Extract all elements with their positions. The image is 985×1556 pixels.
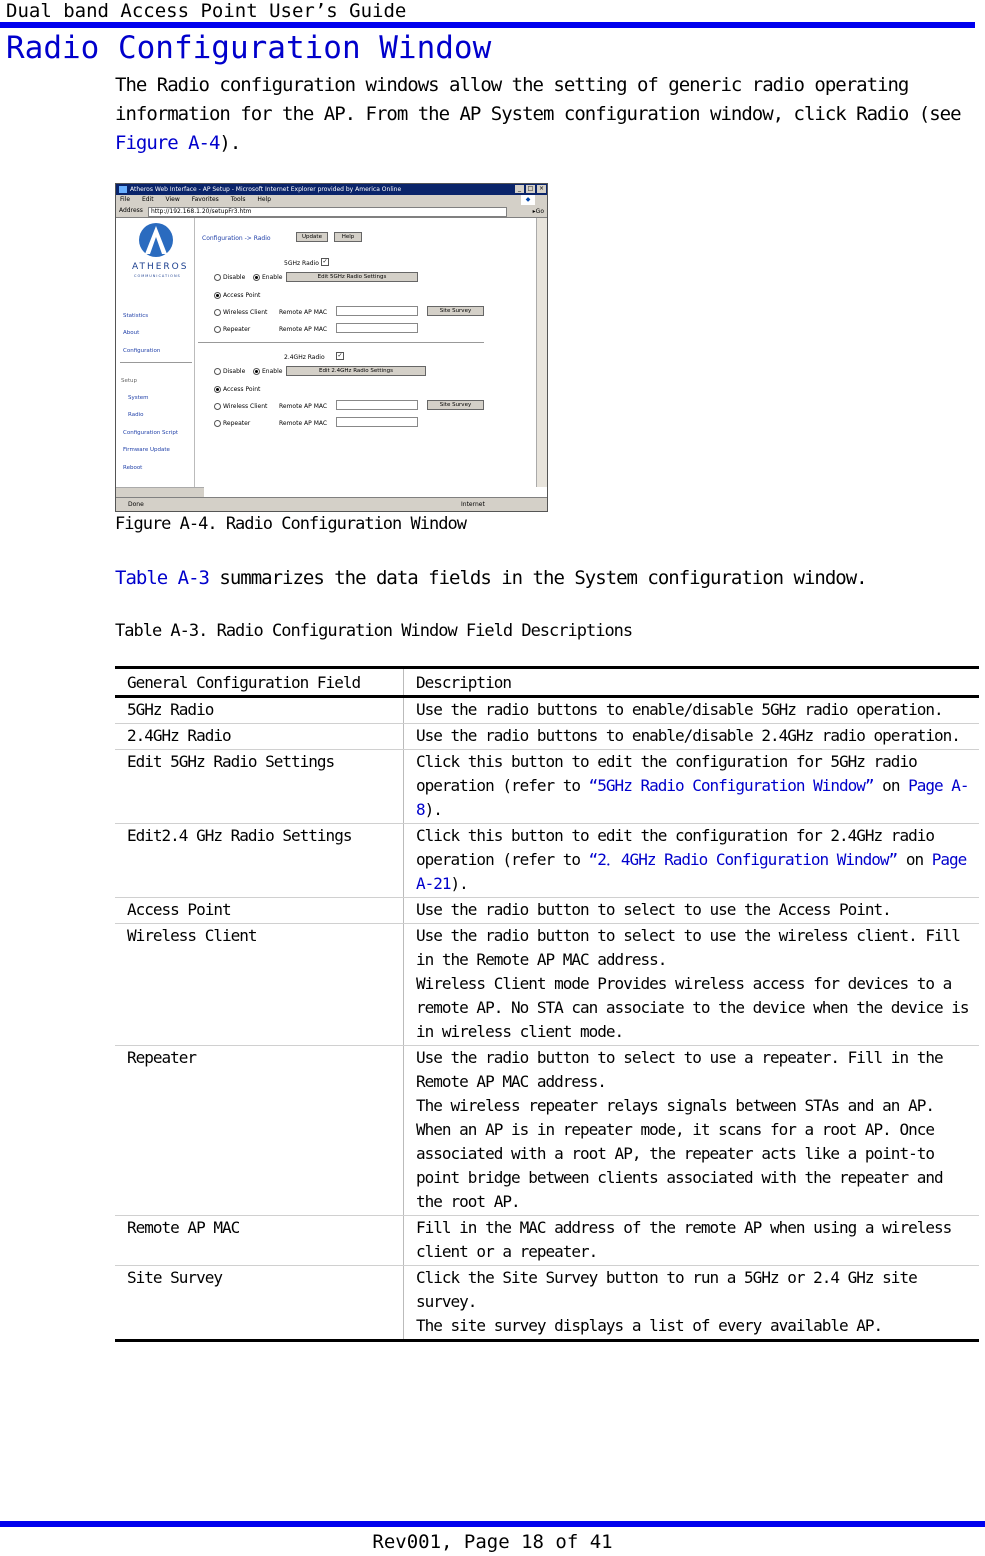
browser-title: Atheros Web Interface - AP Setup - Microsoft Internet Explorer provided by America Online [130, 186, 402, 193]
windows-logo-icon: ◆ [521, 195, 535, 205]
col-header-description: Description [404, 668, 980, 697]
radio5-repeater-mac-label: Remote AP MAC [279, 326, 328, 333]
go-label: Go [535, 208, 544, 215]
desc-cell: Fill in the MAC address of the remote AP when using a wireless client or a repeater. [404, 1216, 980, 1266]
section-link[interactable]: “2．4GHz Radio Configuration Window” [588, 850, 898, 869]
radio24-repeater-radio[interactable] [214, 420, 221, 427]
table-header-row [115, 668, 979, 697]
desc-cell [404, 924, 980, 1046]
field-cell: Repeater [115, 1046, 404, 1216]
nav-configuration-script[interactable]: Configuration Script [123, 430, 178, 436]
running-header: Dual band Access Point User’s Guide [6, 0, 407, 22]
desc-text: Click the Site Survey button to run a 5GHz or 2.4 GHz site survey. [416, 1268, 917, 1311]
desc-text: Use the radio button to select to use a repeater. Fill in the Remote AP MAC address. [416, 1048, 943, 1091]
address-input[interactable]: http://192.168.1.20/setupFr3.htm [148, 207, 507, 217]
summary-paragraph [115, 566, 867, 590]
table-row [115, 724, 979, 750]
desc-cell [404, 1046, 980, 1216]
radio5-access-point-radio[interactable] [214, 292, 221, 299]
field-description-table [115, 666, 979, 1342]
table-row [115, 1216, 979, 1266]
table-caption: Table A-3. Radio Configuration Window Field Descriptions [115, 621, 633, 641]
desc-text: on [897, 850, 932, 869]
help-button[interactable]: Help [334, 232, 362, 242]
radio24-disable-label: Disable [223, 368, 246, 375]
radio-config-panel [196, 218, 536, 487]
desc-text: The wireless repeater relays signals between STAs and an AP. When an AP is in repeater mode, it scans for a root AP. Once associated with a root AP, the repeater acts like a point-to point bridge between clients associated with the repeater and the root AP. [416, 1096, 943, 1211]
atheros-logo-icon [138, 222, 174, 258]
desc-cell [404, 824, 980, 898]
page-footer: Rev001, Page 18 of 41 [372, 1531, 613, 1553]
menu-tools[interactable]: Tools [230, 196, 246, 203]
status-zone: Internet [461, 501, 485, 508]
nav-firmware-update[interactable]: Firmware Update [123, 447, 170, 453]
radio5-remote-mac-label: Remote AP MAC [279, 309, 328, 316]
menu-help[interactable]: Help [257, 196, 272, 203]
desc-cell: Use the radio buttons to enable/disable 5GHz radio operation. [404, 697, 980, 724]
footer-rule [0, 1521, 985, 1527]
desc-text: Click this button to edit the configuration for 5GHz radio operation (refer to [416, 752, 917, 795]
desc-text: Use the radio button to select to use the wireless client. Fill in the Remote AP MAC address. [416, 926, 960, 969]
radio5-enable-radio[interactable] [253, 274, 260, 281]
minimize-icon[interactable]: _ [515, 185, 524, 193]
edit-5ghz-settings-button[interactable]: Edit 5GHz Radio Settings [286, 272, 418, 282]
intro-end: ). [219, 132, 241, 154]
radio24-remote-mac-label: Remote AP MAC [279, 403, 328, 410]
go-button[interactable]: ▸Go [532, 208, 544, 215]
radio24-enable-radio[interactable] [253, 368, 260, 375]
nav-about[interactable]: About [123, 330, 140, 336]
table-row [115, 898, 979, 924]
breadcrumb: Configuration -> Radio [202, 235, 271, 242]
nav-reboot[interactable]: Reboot [123, 465, 143, 471]
radio5-repeater-mac-input[interactable] [336, 323, 418, 333]
desc-text: Click this button to edit the configuration for 2.4GHz radio operation (refer to [416, 826, 934, 869]
desc-text: The site survey displays a list of every available AP. [416, 1316, 883, 1335]
radio5-checkbox[interactable]: ✓ [322, 258, 328, 265]
radio5-wireless-client-label: Wireless Client [223, 309, 268, 316]
field-cell: Remote AP MAC [115, 1216, 404, 1266]
radio24-access-point-label: Access Point [223, 386, 261, 393]
field-cell: Edit 5GHz Radio Settings [115, 750, 404, 824]
browser-menu-bar [116, 195, 547, 205]
maximize-icon[interactable]: □ [527, 185, 534, 192]
field-cell: 5GHz Radio [115, 697, 404, 724]
radio5-disable-label: Disable [223, 274, 246, 281]
desc-cell: Use the radio buttons to enable/disable 2.4GHz radio operation. [404, 724, 980, 750]
field-cell: 2.4GHz Radio [115, 724, 404, 750]
ie-icon [119, 186, 127, 193]
radio5-disable-radio[interactable] [214, 274, 221, 281]
atheros-subtitle: COMMUNICATIONS [134, 274, 181, 278]
left-nav [116, 218, 195, 487]
status-done: Done [128, 501, 144, 508]
page-link[interactable]: Page A-8 [416, 776, 969, 819]
nav-setup: Setup [121, 378, 138, 384]
radio24-repeater-mac-label: Remote AP MAC [279, 420, 328, 427]
desc-text: on [873, 776, 909, 795]
intro-paragraph [115, 71, 983, 158]
menu-edit[interactable]: Edit [141, 196, 154, 203]
field-cell: Wireless Client [115, 924, 404, 1046]
summary-text: summarizes the data fields in the System configuration window. [208, 567, 867, 589]
browser-title-bar [116, 184, 547, 195]
desc-text: Wireless Client mode Provides wireless access for devices to a remote AP. No STA can associate to the device when the device is in wireless client mode. [416, 974, 969, 1041]
nav-divider [120, 362, 192, 363]
desc-text: ). [424, 800, 442, 819]
radio24-checkbox[interactable]: ✓ [337, 352, 343, 359]
table-row [115, 824, 979, 898]
desc-cell [404, 750, 980, 824]
table-row [115, 924, 979, 1046]
atheros-wordmark: ATHEROS [132, 262, 189, 272]
vertical-scrollbar[interactable] [536, 218, 547, 487]
radio-config-screenshot [115, 183, 548, 512]
radio5-repeater-label: Repeater [223, 326, 251, 333]
radio24-wireless-client-label: Wireless Client [223, 403, 268, 410]
radio24-repeater-mac-input[interactable] [336, 417, 418, 427]
table-row [115, 1266, 979, 1341]
close-icon[interactable]: × [538, 185, 545, 192]
radio24-wireless-client-radio[interactable] [214, 403, 221, 410]
edit-24ghz-settings-button[interactable]: Edit 2.4GHz Radio Settings [286, 366, 426, 376]
update-button[interactable]: Update [296, 232, 328, 242]
horizontal-scrollbar[interactable] [116, 487, 204, 497]
address-bar [116, 205, 547, 218]
table-link[interactable]: Table A-3 [115, 567, 209, 589]
table-row [115, 750, 979, 824]
menu-file[interactable]: File [120, 196, 131, 203]
nav-configuration[interactable]: Configuration [123, 348, 161, 354]
col-header-field: General Configuration Field [115, 668, 404, 697]
browser-status-bar [116, 497, 547, 512]
page-link[interactable]: Page A-21 [416, 850, 967, 893]
figure-link[interactable]: Figure A-4 [115, 132, 220, 154]
radio5-remote-mac-input[interactable] [336, 306, 418, 316]
radio24-disable-radio[interactable] [214, 368, 221, 375]
section-title: Radio Configuration Window [6, 30, 492, 66]
header-rule [0, 22, 975, 28]
radio5-enable-label: Enable [262, 274, 283, 281]
table-row [115, 697, 979, 724]
radio5-site-survey-button[interactable]: Site Survey [427, 306, 484, 316]
radio5-repeater-radio[interactable] [214, 326, 221, 333]
radio24-enable-label: Enable [262, 368, 283, 375]
radio5-access-point-label: Access Point [223, 292, 261, 299]
menu-favorites[interactable]: Favorites [191, 196, 219, 203]
field-cell: Access Point [115, 898, 404, 924]
figure-caption: Figure A-4. Radio Configuration Window [115, 514, 466, 534]
desc-cell: Use the radio button to select to use the Access Point. [404, 898, 980, 924]
address-label: Address [119, 207, 143, 214]
menu-view[interactable]: View [165, 196, 180, 203]
intro-text: The Radio configuration windows allow the setting of generic radio operating information for the AP. From the AP System configuration window, click Radio (see [115, 74, 961, 125]
radio24-label: 2.4GHz Radio [284, 354, 325, 361]
field-cell: Site Survey [115, 1266, 404, 1341]
nav-radio[interactable]: Radio [128, 412, 144, 418]
radio24-remote-mac-input[interactable] [336, 400, 418, 410]
radio5-label: 5GHz Radio [284, 260, 319, 267]
radio24-access-point-radio[interactable] [214, 386, 221, 393]
section-link[interactable]: “5GHz Radio Configuration Window” [588, 776, 874, 795]
nav-system[interactable]: System [128, 395, 149, 401]
radio24-site-survey-button[interactable]: Site Survey [427, 400, 484, 410]
radio5-wireless-client-radio[interactable] [214, 309, 221, 316]
radio24-repeater-label: Repeater [223, 420, 251, 427]
radio-section-divider [198, 342, 484, 343]
desc-text: ). [450, 874, 468, 893]
field-cell: Edit2.4 GHz Radio Settings [115, 824, 404, 898]
desc-cell [404, 1266, 980, 1341]
web-page [116, 218, 536, 487]
nav-statistics[interactable]: Statistics [123, 313, 149, 319]
table-row [115, 1046, 979, 1216]
